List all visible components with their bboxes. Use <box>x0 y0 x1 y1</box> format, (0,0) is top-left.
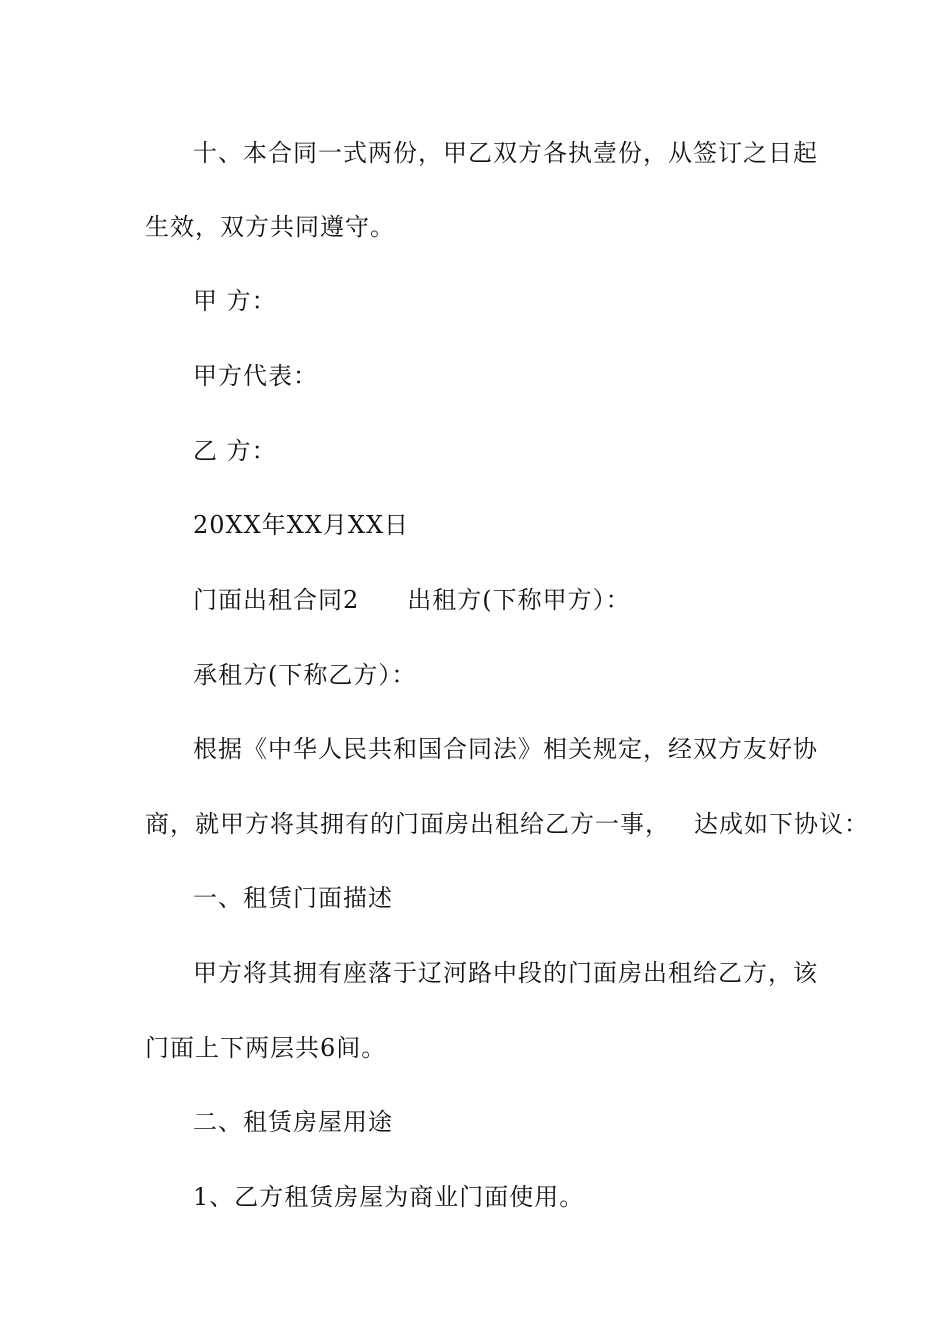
contract2-line <box>193 585 873 615</box>
clause-ten-line-2: 生效，双方共同遵守。 <box>145 213 395 241</box>
party-b-label: 乙 方： <box>193 437 277 465</box>
preamble-line-1: 根据《中华人民共和国合同法》相关规定，经双方友好协 <box>193 735 818 763</box>
party-a-label: 甲 方： <box>193 287 277 315</box>
preamble-line-2 <box>145 809 869 839</box>
section-1-heading: 一、租赁门面描述 <box>193 884 393 912</box>
section-1-line-2: 门面上下两层共6间。 <box>145 1034 387 1062</box>
preamble-line-2-b: 达成如下协议： <box>694 810 869 838</box>
preamble-line-2-a: 商，就甲方将其拥有的门面房出租给乙方一事， <box>145 810 670 838</box>
party-a-rep-label: 甲方代表： <box>193 362 318 390</box>
lessee-label: 承租方(下称乙方）： <box>193 661 417 689</box>
contract2-title: 门面出租合同2 <box>193 586 360 614</box>
lessor-label: 出租方(下称甲方）： <box>407 586 631 614</box>
section-2-item-1: 1、乙方租赁房屋为商业门面使用。 <box>193 1183 585 1211</box>
date-line: 20XX年XX月XX日 <box>193 511 410 539</box>
section-2-heading: 二、租赁房屋用途 <box>193 1108 393 1136</box>
section-1-line-1: 甲方将其拥有座落于辽河路中段的门面房出租给乙方，该 <box>193 959 818 987</box>
clause-ten-line-1: 十、本合同一式两份，甲乙双方各执壹份，从签订之日起 <box>193 139 818 167</box>
